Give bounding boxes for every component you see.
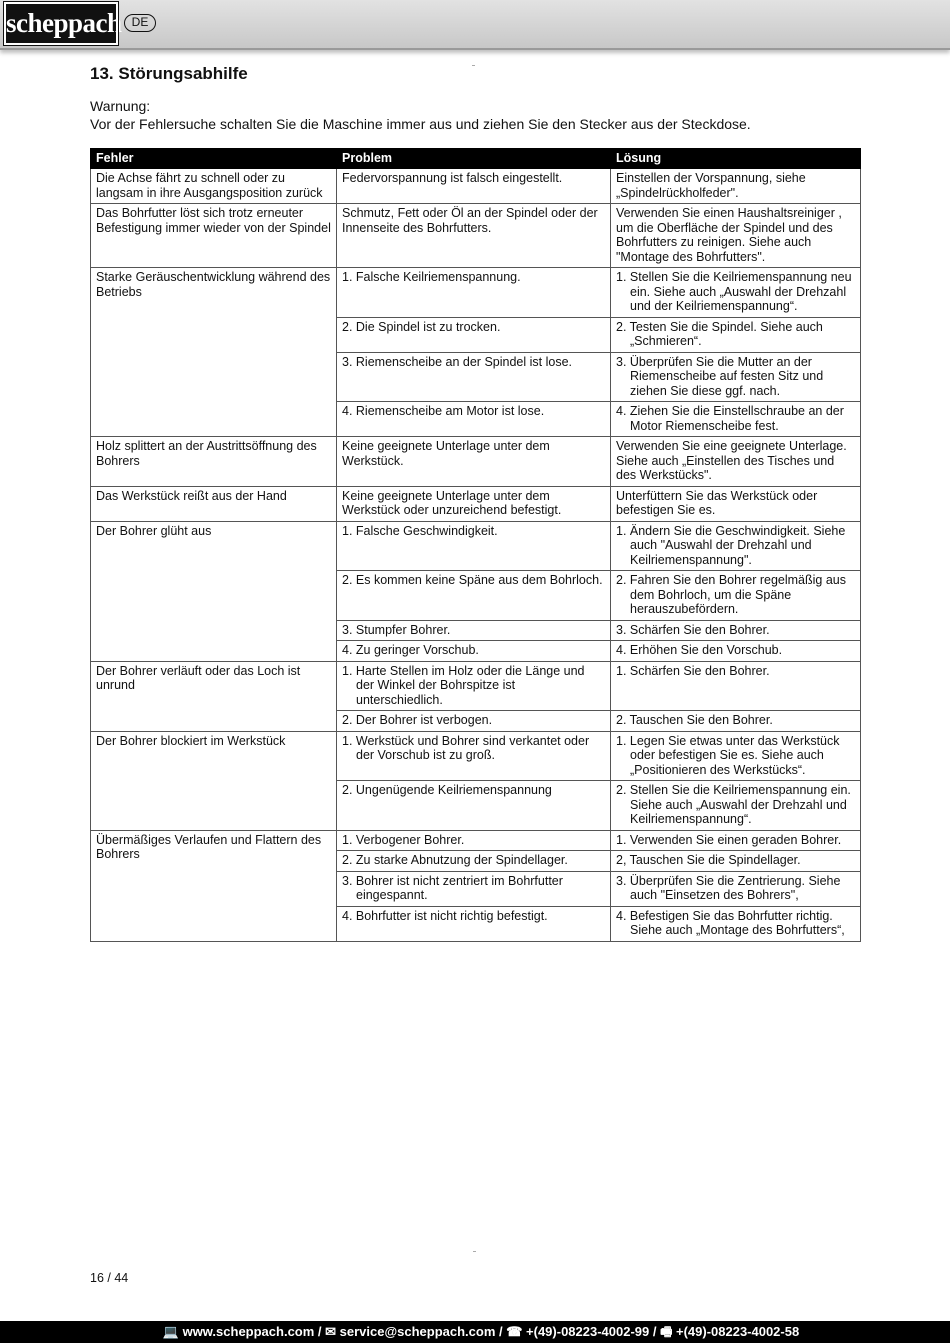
problem-cell: Keine geeignete Unterlage unter dem Werkstück. [337, 437, 611, 487]
table-row [91, 486, 861, 521]
table-row [91, 731, 861, 781]
warning-label: Warnung: [90, 98, 151, 114]
table-row [91, 437, 861, 487]
solution-cell: 1. Ändern Sie die Geschwindigkeit. Siehe auch "Auswahl der Drehzahl und Keilriemenspannung". [611, 521, 861, 571]
solution-cell: 1. Verwenden Sie einen geraden Bohrer. [611, 830, 861, 851]
problem-cell: 1. Verbogener Bohrer. [337, 830, 611, 851]
solution-cell: 4. Befestigen Sie das Bohrfutter richtig. Siehe auch „Montage des Bohrfutters“, [611, 906, 861, 941]
scheppach-logo: scheppach [4, 2, 118, 45]
fault-cell: Das Werkstück reißt aus der Hand [91, 486, 337, 521]
table-row [91, 521, 861, 571]
table-header-row [91, 149, 861, 169]
page-number: 16 / 44 [90, 1271, 129, 1285]
scan-mark [472, 65, 475, 66]
solution-cell: Verwenden Sie einen Haushaltsreiniger , um die Oberfläche der Spindel und des Bohrfutters zu reinigen. Siehe auch "Montage des Bohrfutters". [611, 204, 861, 268]
fault-cell: Die Achse fährt zu schnell oder zu langsam in ihre Ausgangsposition zurück [91, 169, 337, 204]
solution-cell: Unterfüttern Sie das Werkstück oder befestigen Sie es. [611, 486, 861, 521]
problem-cell: 1. Falsche Keilriemenspannung. [337, 268, 611, 318]
problem-cell: Schmutz, Fett oder Öl an der Spindel oder der Innenseite des Bohrfutters. [337, 204, 611, 268]
column-header-problem: Problem [337, 149, 611, 169]
scan-mark [473, 1251, 476, 1252]
problem-cell: 2. Der Bohrer ist verbogen. [337, 711, 611, 732]
solution-cell: 2. Stellen Sie die Keilriemenspannung ein. Siehe auch „Auswahl der Drehzahl und Keilriemenspannung“. [611, 781, 861, 831]
solution-cell: 2. Tauschen Sie den Bohrer. [611, 711, 861, 732]
problem-cell: 3. Bohrer ist nicht zentriert im Bohrfutter eingespannt. [337, 871, 611, 906]
fault-cell: Starke Geräuschentwicklung während des Betriebs [91, 268, 337, 437]
problem-cell: 1. Werkstück und Bohrer sind verkantet oder der Vorschub ist zu groß. [337, 731, 611, 781]
warning-block [90, 97, 870, 133]
solution-cell: 1. Stellen Sie die Keilriemenspannung neu ein. Siehe auch „Auswahl der Drehzahl und der Keilriemenspannung“. [611, 268, 861, 318]
problem-cell: 3. Stumpfer Bohrer. [337, 620, 611, 641]
table-body [91, 169, 861, 942]
fault-cell: Übermäßiges Verlaufen und Flattern des Bohrers [91, 830, 337, 941]
problem-cell: 2. Ungenügende Keilriemenspannung [337, 781, 611, 831]
solution-cell: Einstellen der Vorspannung, siehe „Spindelrückholfeder". [611, 169, 861, 204]
problem-cell: 2. Es kommen keine Späne aus dem Bohrloch. [337, 571, 611, 621]
solution-cell: 2. Fahren Sie den Bohrer regelmäßig aus dem Bohrloch, um die Späne herauszubefördern. [611, 571, 861, 621]
solution-cell: 3. Überprüfen Sie die Zentrierung. Siehe auch "Einsetzen des Bohrers", [611, 871, 861, 906]
solution-cell: 4. Erhöhen Sie den Vorschub. [611, 641, 861, 662]
troubleshooting-table [90, 148, 861, 942]
footer-contact-bar: 💻 www.scheppach.com / ✉ service@scheppach.com / ☎ +(49)-08223-4002-99 / 🖷 +(49)-08223-4002-58 [0, 1321, 950, 1343]
problem-cell: Keine geeignete Unterlage unter dem Werkstück oder unzureichend befestigt. [337, 486, 611, 521]
problem-cell: 3. Riemenscheibe an der Spindel ist lose. [337, 352, 611, 402]
problem-cell: 4. Zu geringer Vorschub. [337, 641, 611, 662]
solution-cell: 2. Testen Sie die Spindel. Siehe auch „Schmieren“. [611, 317, 861, 352]
problem-cell: 4. Bohrfutter ist nicht richtig befestigt. [337, 906, 611, 941]
table-row [91, 830, 861, 851]
solution-cell: 4. Ziehen Sie die Einstellschraube an der Motor Riemenscheibe fest. [611, 402, 861, 437]
problem-cell: 1. Falsche Geschwindigkeit. [337, 521, 611, 571]
table-row [91, 204, 861, 268]
solution-cell: Verwenden Sie eine geeignete Unterlage. Siehe auch „Einstellen des Tisches und des Werkstücks". [611, 437, 861, 487]
problem-cell: 4. Riemenscheibe am Motor ist lose. [337, 402, 611, 437]
header-bar [0, 0, 950, 50]
language-badge: DE [124, 14, 156, 32]
solution-cell: 3. Überprüfen Sie die Mutter an der Riemenscheibe auf festen Sitz und ziehen Sie diese ggf. nach. [611, 352, 861, 402]
problem-cell: Federvorspannung ist falsch eingestellt. [337, 169, 611, 204]
solution-cell: 3. Schärfen Sie den Bohrer. [611, 620, 861, 641]
fault-cell: Der Bohrer verläuft oder das Loch ist unrund [91, 661, 337, 731]
solution-cell: 2, Tauschen Sie die Spindellager. [611, 851, 861, 872]
section-title: 13. Störungsabhilfe [90, 64, 248, 83]
problem-cell: 2. Die Spindel ist zu trocken. [337, 317, 611, 352]
table-row [91, 661, 861, 711]
problem-cell: 2. Zu starke Abnutzung der Spindellager. [337, 851, 611, 872]
fault-cell: Der Bohrer blockiert im Werkstück [91, 731, 337, 830]
solution-cell: 1. Schärfen Sie den Bohrer. [611, 661, 861, 711]
problem-cell: 1. Harte Stellen im Holz oder die Länge und der Winkel der Bohrspitze ist unterschiedlich. [337, 661, 611, 711]
table-row [91, 169, 861, 204]
fault-cell: Das Bohrfutter löst sich trotz erneuter Befestigung immer wieder von der Spindel [91, 204, 337, 268]
fault-cell: Der Bohrer glüht aus [91, 521, 337, 661]
fault-cell: Holz splittert an der Austrittsöffnung des Bohrers [91, 437, 337, 487]
warning-text: Vor der Fehlersuche schalten Sie die Maschine immer aus und ziehen Sie den Stecker aus der Steckdose. [90, 116, 751, 132]
column-header-loesung: Lösung [611, 149, 861, 169]
table-row [91, 268, 861, 318]
solution-cell: 1. Legen Sie etwas unter das Werkstück oder befestigen Sie es. Siehe auch „Positionieren des Werkstücks“. [611, 731, 861, 781]
column-header-fehler: Fehler [91, 149, 337, 169]
